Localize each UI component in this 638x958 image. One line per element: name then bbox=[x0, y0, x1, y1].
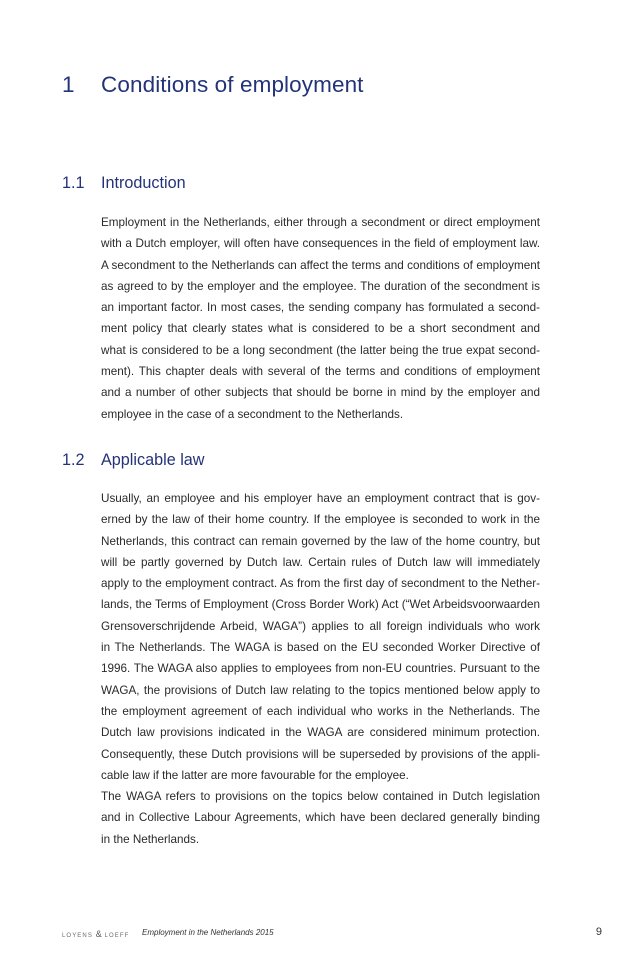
text-line: will be partly governed by Dutch law. Certain rules of Dutch law will immediately bbox=[101, 555, 540, 569]
text-line: and a number of other subjects that should be borne in mind by the employer and bbox=[101, 386, 540, 400]
text-line: A secondment to the Netherlands can affect the terms and conditions of employment bbox=[101, 258, 540, 272]
text-line: the employment agreement of each individual who works in the Netherlands. The bbox=[101, 704, 540, 718]
text-line: The WAGA refers to provisions on the topics below contained in Dutch legislation bbox=[101, 790, 540, 803]
waga-topics-paragraph bbox=[101, 786, 540, 850]
chapter-number: 1 bbox=[62, 72, 75, 97]
text-line: and in Collective Labour Agreements, which have been declared generally binding bbox=[101, 811, 540, 825]
text-line: apply to the employment contract. As from the first day of secondment to the Nether- bbox=[101, 577, 540, 591]
text-line: ment). This chapter deals with several of the terms and conditions of employment bbox=[101, 365, 540, 379]
text-line: Employment in the Netherlands, either through a secondment or direct employment bbox=[101, 216, 540, 229]
text-line: ment policy that clearly states what is considered to be a short secondment and bbox=[101, 322, 540, 336]
logo-text-left: LOYENS bbox=[62, 933, 93, 939]
footer-publication-title: Employment in the Netherlands 2015 bbox=[142, 928, 274, 937]
section-title: Applicable law bbox=[101, 451, 205, 469]
text-line: 1996. The WAGA also applies to employees from non-EU countries. Pursuant to the bbox=[101, 662, 540, 676]
text-line: Consequently, these Dutch provisions will be superseded by provisions of the appli- bbox=[101, 747, 540, 761]
chapter-title: Conditions of employment bbox=[101, 72, 364, 97]
applicable-law-paragraph bbox=[101, 488, 540, 786]
section-number: 1.1 bbox=[62, 174, 85, 192]
text-line: as agreed to by the employer and the employee. The duration of the secondment is bbox=[101, 279, 540, 293]
introduction-paragraph bbox=[101, 212, 540, 425]
text-line: what is considered to be a long secondment (the latter being the true expat second- bbox=[101, 343, 540, 357]
text-line: with a Dutch employer, will often have consequences in the field of employment law. bbox=[101, 237, 540, 251]
text-line: in The Netherlands. The WAGA is based on the EU seconded Worker Directive of bbox=[101, 641, 540, 655]
text-line: Usually, an employee and his employer have an employment contract that is gov- bbox=[101, 492, 540, 505]
section-number: 1.2 bbox=[62, 451, 85, 469]
page-number: 9 bbox=[595, 926, 602, 938]
logo-ampersand: & bbox=[95, 929, 102, 939]
text-line: in the Netherlands. bbox=[101, 832, 200, 846]
text-line: Dutch law provisions indicated in the WAGA are considered minimum protection. bbox=[101, 726, 540, 740]
text-line: Grensoverschrijdende Arbeid, WAGA”) applies to all foreign individuals who work bbox=[101, 619, 540, 633]
logo-text-right: LOEFF bbox=[104, 933, 130, 939]
text-line: Netherlands, this contract can remain governed by the law of the home country, but bbox=[101, 534, 540, 548]
text-line: employee in the case of a secondment to the Netherlands. bbox=[101, 407, 404, 421]
publisher-logo bbox=[62, 929, 129, 939]
section-title: Introduction bbox=[101, 174, 186, 192]
text-line: erned by the law of their home country. If the employee is seconded to work in the bbox=[101, 513, 540, 527]
text-line: WAGA, the provisions of Dutch law relating to the topics mentioned below apply to bbox=[101, 683, 540, 697]
text-line: an important factor. In most cases, the sending company has formulated a second- bbox=[101, 301, 540, 315]
text-line: lands, the Terms of Employment (Cross Border Work) Act (“Wet Arbeidsvoorwaarden bbox=[101, 598, 540, 612]
page-footer bbox=[62, 926, 602, 942]
text-line: cable law if the latter are more favourable for the employee. bbox=[101, 768, 409, 782]
